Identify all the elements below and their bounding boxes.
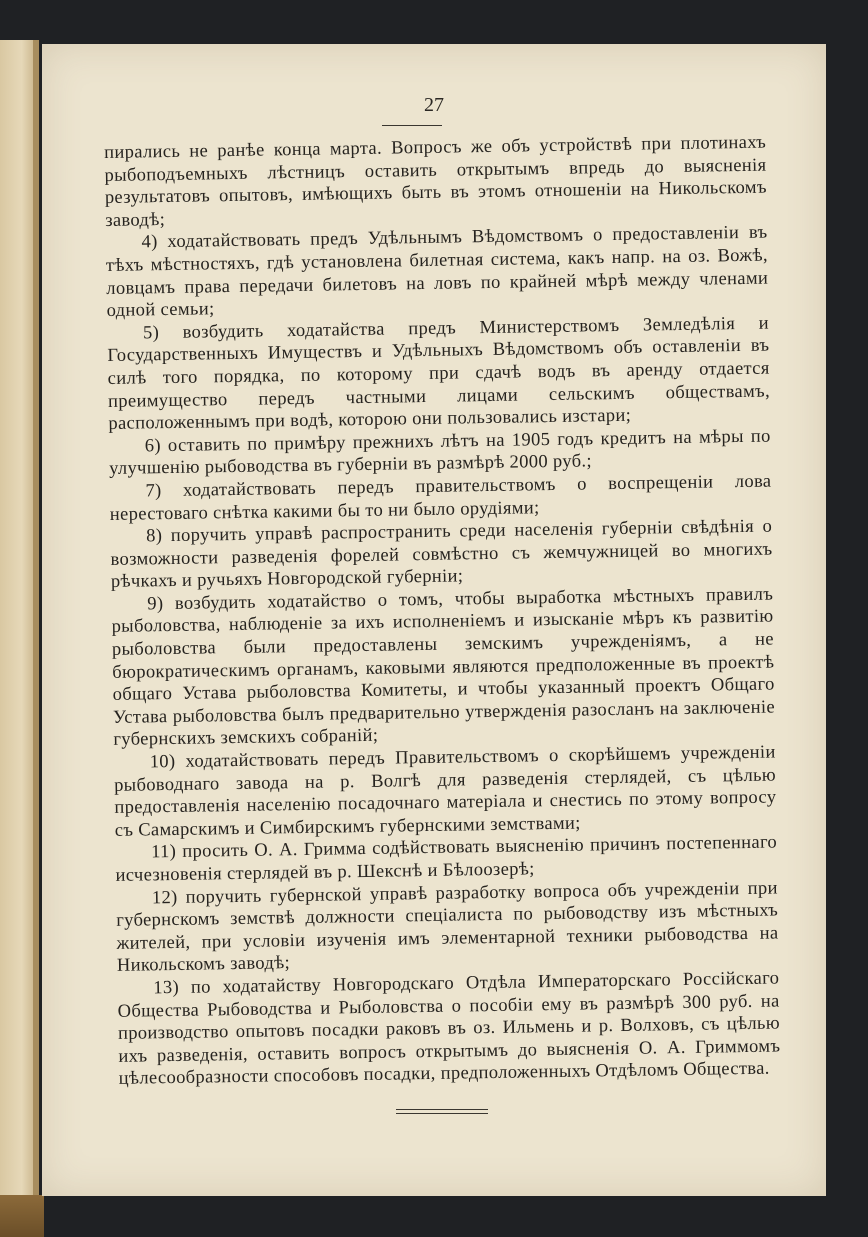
book-page bbox=[42, 44, 826, 1196]
paragraph-continuation: пирались не ранѣе конца марта. Вопросъ же объ устройствѣ при плотинахъ рыбоподъемныхъ лѣстницъ оставить открытымъ впредь до выясненія результатовъ опытовъ, имѣющихъ быть въ этомъ отношеніи на Никольскомъ заводѣ; bbox=[104, 132, 767, 231]
paragraph-item-6: 6) оставить по примѣру прежнихъ лѣтъ на 1905 годъ кредитъ на мѣры по улучшенію рыбоводства въ губерніи въ размѣрѣ 2000 руб.; bbox=[108, 426, 771, 480]
page-number: 27 bbox=[424, 94, 444, 116]
paragraph-item-11: 11) просить О. А. Гримма содѣйствовать выясненію причинъ постепеннаго исчезновенія стерлядей въ р. Шекснѣ и Бѣлоозерѣ; bbox=[115, 832, 778, 886]
paragraph-item-5: 5) возбудить ходатайства предъ Министерствомъ Земледѣлія и Государственныхъ Имуществъ и Удѣльныхъ Вѣдомствомъ объ оставленіи въ силѣ того порядка, по которому при сдачѣ водъ въ аренду отдается преимущество передъ частными лицами сельскимъ обществамъ, расположеннымъ при водѣ, которою они пользовались изстари; bbox=[107, 313, 771, 435]
end-double-rule bbox=[396, 1109, 488, 1114]
book-gutter bbox=[33, 40, 39, 1210]
binding-tape bbox=[0, 1195, 44, 1237]
paragraph-item-9: 9) возбудить ходатайство о томъ, чтобы выработка мѣстныхъ правилъ рыболовства, наблюденіе за ихъ исполненіемъ и изысканіе мѣръ къ развитію рыболовства были предоставлены земскимъ учрежденіямъ, а не бюрократическимъ органамъ, каковыми являются предположенные въ проектѣ общаго Устава рыболовства Комитеты, и чтобы указанный проектъ Общаго Устава рыболовства былъ предварительно утвержденія разосланъ на заключеніе губернскихъ земскихъ собраній; bbox=[111, 584, 776, 751]
paragraph-item-12: 12) поручить губернской управѣ разработку вопроса объ учрежденіи при губернскомъ земствѣ должности спеціалиста по рыбоводству изъ мѣстныхъ жителей, при условіи изученія имъ элементарной техники рыбоводства на Никольскомъ заводѣ; bbox=[116, 878, 779, 977]
paragraph-item-4: 4) ходатайствовать предъ Удѣльнымъ Вѣдомствомъ о предоставленіи въ тѣхъ мѣстностяхъ, гдѣ установлена билетная система, какъ напр. на оз. Вожѣ, ловцамъ права передачи билетовъ на ловъ по крайней мѣрѣ между членами одной семьи; bbox=[105, 222, 769, 322]
paragraph-item-13: 13) по ходатайству Новгородскаго Отдѣла Императорскаго Россійскаго Общества Рыбоводства и Рыболовства о пособіи ему въ размѣрѣ 300 руб. на производство опытовъ посадки раковъ въ оз. Ильмень и р. Волховъ, съ цѣлью ихъ разведенія, оставить вопросъ открытымъ до выясненія О. А. Гриммомъ цѣлесообразности способовъ посадки, предположенныхъ Отдѣломъ Общества. bbox=[117, 968, 781, 1090]
page-number-rule bbox=[382, 125, 442, 126]
paragraph-item-10: 10) ходатайствовать передъ Правительствомъ о скорѣйшемъ учрежденіи рыбоводнаго завода на р. Волгѣ для разведенія стерлядей, съ цѣлью предоставленія населенію посадочнаго матеріала и снестись по этому вопросу съ Самарскимъ и Симбирскимъ губернскими земствами; bbox=[113, 742, 777, 841]
paragraph-item-7: 7) ходатайствовать передъ правительствомъ о воспрещеніи лова нерестоваго снѣтка какими бы то ни было орудіями; bbox=[109, 471, 772, 525]
left-page-edge bbox=[0, 40, 36, 1210]
paragraph-item-8: 8) поручить управѣ распространить среди населенія губерніи свѣдѣнія о возможности разведенія форелей совмѣстно съ жемчужницей во многихъ рѣчкахъ и ручьяхъ Новгородской губерніи; bbox=[110, 516, 773, 593]
page-text bbox=[104, 132, 781, 1091]
